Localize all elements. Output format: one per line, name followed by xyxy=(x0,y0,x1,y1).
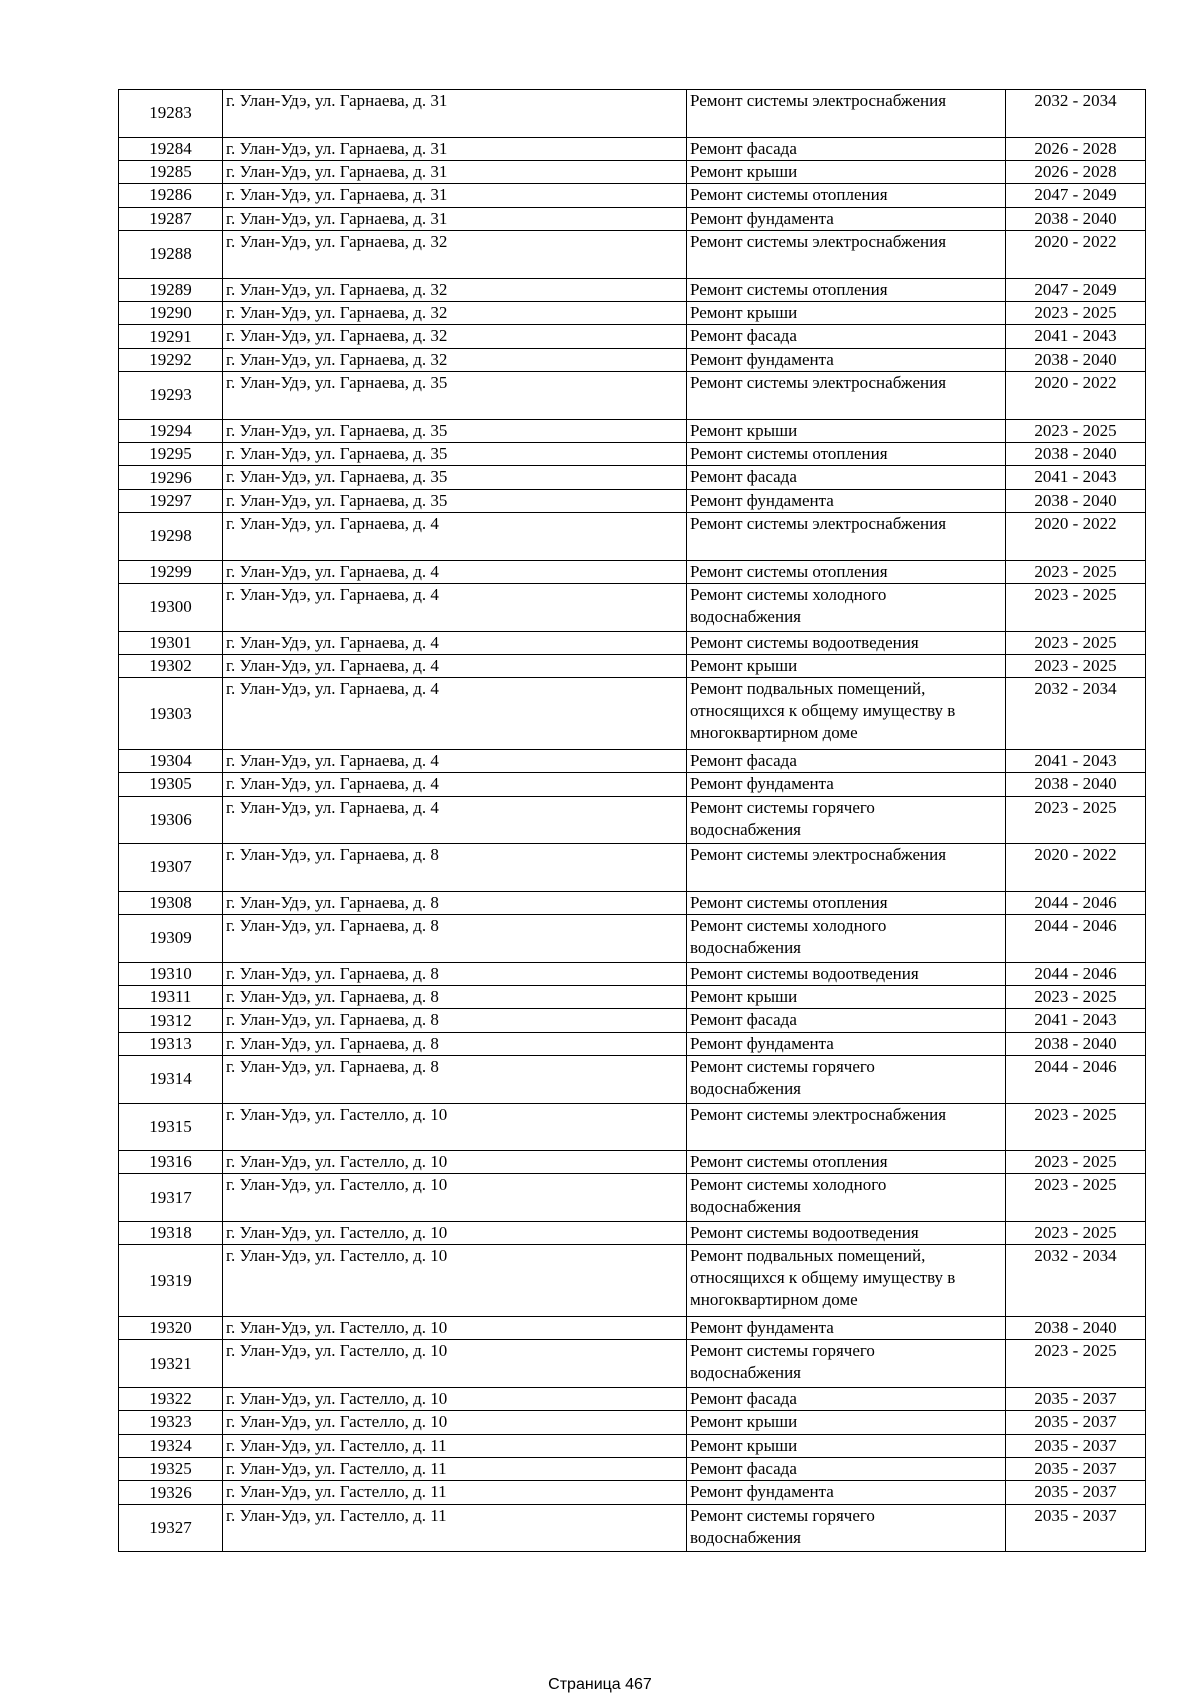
row-number-cell: 19321 xyxy=(119,1340,223,1388)
row-number-cell: 19294 xyxy=(119,419,223,442)
work-type-cell: Ремонт системы водоотведения xyxy=(687,631,1006,654)
work-type-cell: Ремонт системы отопления xyxy=(687,560,1006,583)
work-type-line: многоквартирном доме xyxy=(690,723,858,743)
period-cell: 2038 - 2040 xyxy=(1006,443,1146,466)
table-row xyxy=(119,891,1146,914)
work-type-line: относящихся к общему имуществу в xyxy=(690,701,956,721)
row-number-cell: 19300 xyxy=(119,584,223,632)
row-number-cell: 19319 xyxy=(119,1245,223,1317)
period-cell: 2023 - 2025 xyxy=(1006,1151,1146,1174)
period-cell: 2047 - 2049 xyxy=(1006,184,1146,207)
table-row xyxy=(119,443,1146,466)
address-cell: г. Улан-Удэ, ул. Гарнаева, д. 8 xyxy=(223,1032,687,1055)
period-cell: 2023 - 2025 xyxy=(1006,1340,1146,1388)
period-cell: 2044 - 2046 xyxy=(1006,962,1146,985)
table-row xyxy=(119,1032,1146,1055)
address-cell: г. Улан-Удэ, ул. Гарнаева, д. 4 xyxy=(223,773,687,796)
row-number-cell: 19307 xyxy=(119,844,223,892)
row-number-cell: 19305 xyxy=(119,773,223,796)
address-cell: г. Улан-Удэ, ул. Гастелло, д. 10 xyxy=(223,1103,687,1151)
address-cell: г. Улан-Удэ, ул. Гарнаева, д. 8 xyxy=(223,962,687,985)
address-cell: г. Улан-Удэ, ул. Гарнаева, д. 8 xyxy=(223,1056,687,1104)
period-cell: 2044 - 2046 xyxy=(1006,891,1146,914)
table-row xyxy=(119,1103,1146,1151)
period-cell: 2041 - 2043 xyxy=(1006,466,1146,489)
period-cell: 2023 - 2025 xyxy=(1006,584,1146,632)
work-type-cell: Ремонт системы электроснабжения xyxy=(687,513,1006,561)
work-type-line: водоснабжения xyxy=(690,1197,801,1217)
work-type-cell: Ремонт системы электроснабжения xyxy=(687,1103,1006,1151)
table-row xyxy=(119,1481,1146,1504)
address-cell: г. Улан-Удэ, ул. Гастелло, д. 11 xyxy=(223,1481,687,1504)
table-row xyxy=(119,348,1146,371)
address-cell: г. Улан-Удэ, ул. Гарнаева, д. 4 xyxy=(223,654,687,677)
work-type-cell: Ремонт фундамента xyxy=(687,348,1006,371)
work-type-cell xyxy=(687,1174,1006,1222)
table-row xyxy=(119,1340,1146,1388)
work-type-cell: Ремонт системы электроснабжения xyxy=(687,231,1006,279)
work-type-cell: Ремонт фасада xyxy=(687,137,1006,160)
address-cell: г. Улан-Удэ, ул. Гастелло, д. 11 xyxy=(223,1457,687,1480)
period-cell: 2026 - 2028 xyxy=(1006,160,1146,183)
period-cell: 2032 - 2034 xyxy=(1006,1245,1146,1317)
period-cell: 2020 - 2022 xyxy=(1006,231,1146,279)
address-cell: г. Улан-Удэ, ул. Гарнаева, д. 4 xyxy=(223,584,687,632)
work-type-line: относящихся к общему имуществу в xyxy=(690,1268,956,1288)
address-cell: г. Улан-Удэ, ул. Гастелло, д. 11 xyxy=(223,1434,687,1457)
row-number-cell: 19327 xyxy=(119,1504,223,1552)
work-type-line: Ремонт подвальных помещений, xyxy=(690,679,926,699)
period-cell: 2038 - 2040 xyxy=(1006,1316,1146,1339)
work-type-cell xyxy=(687,584,1006,632)
table-row xyxy=(119,137,1146,160)
table-row xyxy=(119,419,1146,442)
table-row xyxy=(119,678,1146,750)
row-number-cell: 19306 xyxy=(119,796,223,844)
table-row xyxy=(119,1174,1146,1222)
period-cell: 2032 - 2034 xyxy=(1006,90,1146,138)
work-type-cell: Ремонт системы отопления xyxy=(687,1151,1006,1174)
table-row xyxy=(119,184,1146,207)
work-type-cell: Ремонт фундамента xyxy=(687,1032,1006,1055)
work-type-line: водоснабжения xyxy=(690,938,801,958)
row-number-cell: 19325 xyxy=(119,1457,223,1480)
address-cell: г. Улан-Удэ, ул. Гарнаева, д. 32 xyxy=(223,301,687,324)
address-cell: г. Улан-Удэ, ул. Гарнаева, д. 32 xyxy=(223,231,687,279)
period-cell: 2038 - 2040 xyxy=(1006,207,1146,230)
table-row xyxy=(119,985,1146,1008)
work-type-line: Ремонт системы горячего xyxy=(690,797,875,817)
table-row xyxy=(119,1316,1146,1339)
period-cell: 2023 - 2025 xyxy=(1006,631,1146,654)
row-number-cell: 19286 xyxy=(119,184,223,207)
work-type-cell: Ремонт системы водоотведения xyxy=(687,1221,1006,1244)
table-row xyxy=(119,513,1146,561)
row-number-cell: 19312 xyxy=(119,1009,223,1032)
period-cell: 2023 - 2025 xyxy=(1006,560,1146,583)
work-type-cell xyxy=(687,1340,1006,1388)
period-cell: 2038 - 2040 xyxy=(1006,1032,1146,1055)
address-cell: г. Улан-Удэ, ул. Гастелло, д. 10 xyxy=(223,1340,687,1388)
row-number-cell: 19293 xyxy=(119,372,223,420)
work-type-cell: Ремонт системы электроснабжения xyxy=(687,844,1006,892)
row-number-cell: 19314 xyxy=(119,1056,223,1104)
table-row xyxy=(119,466,1146,489)
period-cell: 2035 - 2037 xyxy=(1006,1434,1146,1457)
address-cell: г. Улан-Удэ, ул. Гарнаева, д. 8 xyxy=(223,891,687,914)
address-cell: г. Улан-Удэ, ул. Гарнаева, д. 4 xyxy=(223,796,687,844)
address-cell: г. Улан-Удэ, ул. Гарнаева, д. 35 xyxy=(223,419,687,442)
row-number-cell: 19309 xyxy=(119,915,223,963)
work-type-cell: Ремонт фасада xyxy=(687,749,1006,772)
work-type-cell: Ремонт фасада xyxy=(687,1457,1006,1480)
period-cell: 2038 - 2040 xyxy=(1006,489,1146,512)
row-number-cell: 19308 xyxy=(119,891,223,914)
work-type-cell: Ремонт фундамента xyxy=(687,207,1006,230)
period-cell: 2032 - 2034 xyxy=(1006,678,1146,750)
work-type-cell: Ремонт крыши xyxy=(687,301,1006,324)
address-cell: г. Улан-Удэ, ул. Гарнаева, д. 31 xyxy=(223,90,687,138)
period-cell: 2023 - 2025 xyxy=(1006,301,1146,324)
period-cell: 2044 - 2046 xyxy=(1006,1056,1146,1104)
work-type-cell: Ремонт системы отопления xyxy=(687,891,1006,914)
work-type-cell xyxy=(687,796,1006,844)
row-number-cell: 19313 xyxy=(119,1032,223,1055)
table-row xyxy=(119,584,1146,632)
work-type-line: водоснабжения xyxy=(690,819,801,839)
table-row xyxy=(119,1387,1146,1410)
work-type-cell: Ремонт фасада xyxy=(687,466,1006,489)
table-row xyxy=(119,325,1146,348)
period-cell: 2038 - 2040 xyxy=(1006,773,1146,796)
work-type-cell xyxy=(687,1504,1006,1552)
work-type-cell: Ремонт фасада xyxy=(687,1387,1006,1410)
address-cell: г. Улан-Удэ, ул. Гастелло, д. 10 xyxy=(223,1316,687,1339)
work-type-line: Ремонт системы горячего xyxy=(690,1505,875,1525)
row-number-cell: 19291 xyxy=(119,325,223,348)
work-type-cell xyxy=(687,1245,1006,1317)
work-type-cell: Ремонт системы отопления xyxy=(687,443,1006,466)
address-cell: г. Улан-Удэ, ул. Гарнаева, д. 35 xyxy=(223,466,687,489)
address-cell: г. Улан-Удэ, ул. Гарнаева, д. 35 xyxy=(223,443,687,466)
table-row xyxy=(119,560,1146,583)
work-type-cell: Ремонт фундамента xyxy=(687,1481,1006,1504)
work-type-cell: Ремонт системы электроснабжения xyxy=(687,372,1006,420)
row-number-cell: 19324 xyxy=(119,1434,223,1457)
work-type-cell: Ремонт крыши xyxy=(687,654,1006,677)
row-number-cell: 19292 xyxy=(119,348,223,371)
work-type-cell xyxy=(687,915,1006,963)
page-footer xyxy=(0,1676,1200,1694)
row-number-cell: 19299 xyxy=(119,560,223,583)
address-cell: г. Улан-Удэ, ул. Гастелло, д. 10 xyxy=(223,1387,687,1410)
period-cell: 2035 - 2037 xyxy=(1006,1481,1146,1504)
work-type-cell: Ремонт фундамента xyxy=(687,773,1006,796)
work-type-cell: Ремонт крыши xyxy=(687,1411,1006,1434)
row-number-cell: 19317 xyxy=(119,1174,223,1222)
row-number-cell: 19290 xyxy=(119,301,223,324)
table-row xyxy=(119,207,1146,230)
row-number-cell: 19302 xyxy=(119,654,223,677)
table-row xyxy=(119,372,1146,420)
address-cell: г. Улан-Удэ, ул. Гарнаева, д. 31 xyxy=(223,160,687,183)
period-cell: 2020 - 2022 xyxy=(1006,844,1146,892)
period-cell: 2041 - 2043 xyxy=(1006,1009,1146,1032)
row-number-cell: 19322 xyxy=(119,1387,223,1410)
address-cell: г. Улан-Удэ, ул. Гарнаева, д. 32 xyxy=(223,278,687,301)
table-row xyxy=(119,301,1146,324)
work-type-line: Ремонт системы холодного xyxy=(690,916,887,936)
work-type-cell: Ремонт фундамента xyxy=(687,489,1006,512)
period-cell: 2023 - 2025 xyxy=(1006,796,1146,844)
table-row xyxy=(119,231,1146,279)
address-cell: г. Улан-Удэ, ул. Гастелло, д. 10 xyxy=(223,1221,687,1244)
period-cell: 2035 - 2037 xyxy=(1006,1387,1146,1410)
period-cell: 2041 - 2043 xyxy=(1006,749,1146,772)
work-type-line: Ремонт системы горячего xyxy=(690,1341,875,1361)
period-cell: 2035 - 2037 xyxy=(1006,1504,1146,1552)
work-type-cell: Ремонт крыши xyxy=(687,419,1006,442)
address-cell: г. Улан-Удэ, ул. Гастелло, д. 10 xyxy=(223,1245,687,1317)
table-row xyxy=(119,160,1146,183)
address-cell: г. Улан-Удэ, ул. Гарнаева, д. 8 xyxy=(223,985,687,1008)
row-number-cell: 19326 xyxy=(119,1481,223,1504)
address-cell: г. Улан-Удэ, ул. Гарнаева, д. 8 xyxy=(223,1009,687,1032)
work-type-cell: Ремонт системы водоотведения xyxy=(687,962,1006,985)
address-cell: г. Улан-Удэ, ул. Гарнаева, д. 31 xyxy=(223,137,687,160)
row-number-cell: 19303 xyxy=(119,678,223,750)
address-cell: г. Улан-Удэ, ул. Гастелло, д. 10 xyxy=(223,1174,687,1222)
work-type-cell: Ремонт фундамента xyxy=(687,1316,1006,1339)
work-type-line: водоснабжения xyxy=(690,1527,801,1547)
work-type-cell: Ремонт крыши xyxy=(687,1434,1006,1457)
period-cell: 2035 - 2037 xyxy=(1006,1457,1146,1480)
period-cell: 2044 - 2046 xyxy=(1006,915,1146,963)
row-number-cell: 19287 xyxy=(119,207,223,230)
work-type-line: Ремонт системы холодного xyxy=(690,585,887,605)
work-type-cell: Ремонт крыши xyxy=(687,985,1006,1008)
repair-schedule-table xyxy=(118,89,1146,1552)
address-cell: г. Улан-Удэ, ул. Гарнаева, д. 31 xyxy=(223,184,687,207)
period-cell: 2038 - 2040 xyxy=(1006,348,1146,371)
work-type-cell: Ремонт системы электроснабжения xyxy=(687,90,1006,138)
work-type-cell xyxy=(687,1056,1006,1104)
period-cell: 2023 - 2025 xyxy=(1006,654,1146,677)
period-cell: 2020 - 2022 xyxy=(1006,513,1146,561)
work-type-line: Ремонт системы холодного xyxy=(690,1175,887,1195)
table-row xyxy=(119,749,1146,772)
period-cell: 2023 - 2025 xyxy=(1006,419,1146,442)
address-cell: г. Улан-Удэ, ул. Гастелло, д. 10 xyxy=(223,1151,687,1174)
page-number: Страница 467 xyxy=(548,1676,652,1693)
period-cell: 2041 - 2043 xyxy=(1006,325,1146,348)
table-row xyxy=(119,1434,1146,1457)
address-cell: г. Улан-Удэ, ул. Гарнаева, д. 31 xyxy=(223,207,687,230)
address-cell: г. Улан-Удэ, ул. Гарнаева, д. 4 xyxy=(223,749,687,772)
table-row xyxy=(119,915,1146,963)
work-type-line: Ремонт подвальных помещений, xyxy=(690,1246,926,1266)
period-cell: 2023 - 2025 xyxy=(1006,1174,1146,1222)
table-row xyxy=(119,90,1146,138)
address-cell: г. Улан-Удэ, ул. Гарнаева, д. 35 xyxy=(223,372,687,420)
work-type-line: водоснабжения xyxy=(690,607,801,627)
work-type-cell: Ремонт крыши xyxy=(687,160,1006,183)
table-row xyxy=(119,654,1146,677)
row-number-cell: 19288 xyxy=(119,231,223,279)
table-row xyxy=(119,1151,1146,1174)
period-cell: 2035 - 2037 xyxy=(1006,1411,1146,1434)
address-cell: г. Улан-Удэ, ул. Гарнаева, д. 35 xyxy=(223,489,687,512)
address-cell: г. Улан-Удэ, ул. Гарнаева, д. 8 xyxy=(223,844,687,892)
address-cell: г. Улан-Удэ, ул. Гарнаева, д. 4 xyxy=(223,678,687,750)
work-type-line: водоснабжения xyxy=(690,1079,801,1099)
table-row xyxy=(119,1245,1146,1317)
row-number-cell: 19315 xyxy=(119,1103,223,1151)
address-cell: г. Улан-Удэ, ул. Гарнаева, д. 8 xyxy=(223,915,687,963)
table-body xyxy=(119,90,1146,1552)
row-number-cell: 19311 xyxy=(119,985,223,1008)
table-row xyxy=(119,631,1146,654)
period-cell: 2026 - 2028 xyxy=(1006,137,1146,160)
row-number-cell: 19310 xyxy=(119,962,223,985)
row-number-cell: 19323 xyxy=(119,1411,223,1434)
work-type-cell: Ремонт фасада xyxy=(687,1009,1006,1032)
period-cell: 2020 - 2022 xyxy=(1006,372,1146,420)
address-cell: г. Улан-Удэ, ул. Гарнаева, д. 32 xyxy=(223,325,687,348)
row-number-cell: 19285 xyxy=(119,160,223,183)
period-cell: 2023 - 2025 xyxy=(1006,985,1146,1008)
table-row xyxy=(119,1411,1146,1434)
address-cell: г. Улан-Удэ, ул. Гарнаева, д. 4 xyxy=(223,560,687,583)
address-cell: г. Улан-Удэ, ул. Гарнаева, д. 4 xyxy=(223,631,687,654)
row-number-cell: 19318 xyxy=(119,1221,223,1244)
table-row xyxy=(119,1009,1146,1032)
row-number-cell: 19316 xyxy=(119,1151,223,1174)
work-type-cell: Ремонт фасада xyxy=(687,325,1006,348)
row-number-cell: 19297 xyxy=(119,489,223,512)
row-number-cell: 19304 xyxy=(119,749,223,772)
row-number-cell: 19284 xyxy=(119,137,223,160)
table-row xyxy=(119,962,1146,985)
period-cell: 2023 - 2025 xyxy=(1006,1221,1146,1244)
work-type-line: многоквартирном доме xyxy=(690,1290,858,1310)
address-cell: г. Улан-Удэ, ул. Гастелло, д. 11 xyxy=(223,1504,687,1552)
table-row xyxy=(119,796,1146,844)
table-row xyxy=(119,278,1146,301)
table-row xyxy=(119,844,1146,892)
row-number-cell: 19289 xyxy=(119,278,223,301)
work-type-line: водоснабжения xyxy=(690,1363,801,1383)
address-cell: г. Улан-Удэ, ул. Гарнаева, д. 32 xyxy=(223,348,687,371)
table-row xyxy=(119,773,1146,796)
row-number-cell: 19298 xyxy=(119,513,223,561)
table-row xyxy=(119,1504,1146,1552)
table-row xyxy=(119,1056,1146,1104)
work-type-cell: Ремонт системы отопления xyxy=(687,278,1006,301)
work-type-cell: Ремонт системы отопления xyxy=(687,184,1006,207)
table-row xyxy=(119,1221,1146,1244)
row-number-cell: 19301 xyxy=(119,631,223,654)
period-cell: 2047 - 2049 xyxy=(1006,278,1146,301)
address-cell: г. Улан-Удэ, ул. Гарнаева, д. 4 xyxy=(223,513,687,561)
address-cell: г. Улан-Удэ, ул. Гастелло, д. 10 xyxy=(223,1411,687,1434)
row-number-cell: 19295 xyxy=(119,443,223,466)
table-row xyxy=(119,489,1146,512)
work-type-line: Ремонт системы горячего xyxy=(690,1057,875,1077)
row-number-cell: 19320 xyxy=(119,1316,223,1339)
period-cell: 2023 - 2025 xyxy=(1006,1103,1146,1151)
row-number-cell: 19283 xyxy=(119,90,223,138)
work-type-cell xyxy=(687,678,1006,750)
row-number-cell: 19296 xyxy=(119,466,223,489)
table-row xyxy=(119,1457,1146,1480)
